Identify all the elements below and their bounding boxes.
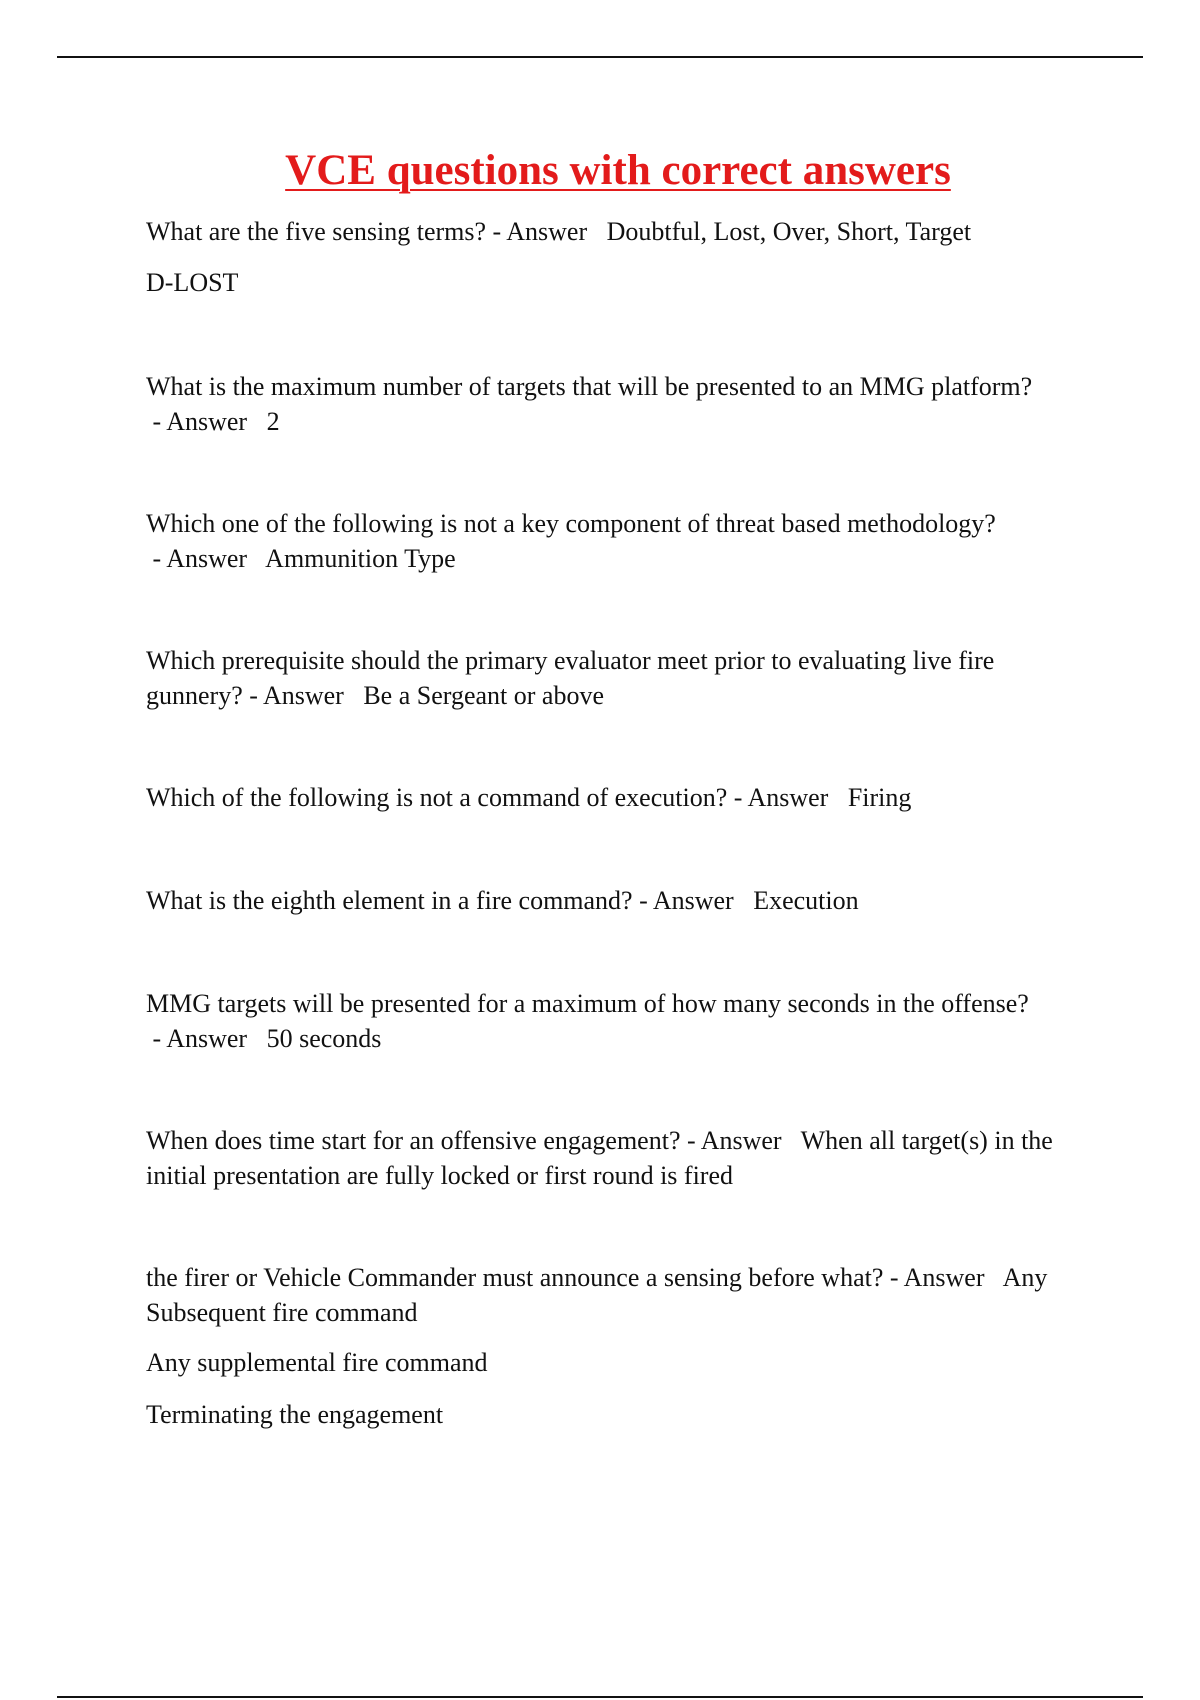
answer-separator: - Answer <box>146 1024 267 1053</box>
qa-item-5 <box>146 780 1096 815</box>
top-rule <box>57 56 1143 58</box>
answer-extra-line: D-LOST <box>146 268 239 297</box>
answer-extra-line: Terminating the engagement <box>146 1400 444 1429</box>
qa-item-2 <box>146 369 1096 439</box>
answer-text: Firing <box>847 783 912 812</box>
question-text: What are the five sensing terms? <box>146 217 487 246</box>
answer-separator: - Answer <box>883 1263 1003 1292</box>
answer-text: 2 <box>266 407 280 436</box>
question-text: Which prerequisite should the primary evaluator meet prior to evaluating live fire gunnery? <box>146 646 995 710</box>
qa-item-8 <box>146 1123 1096 1193</box>
answer-text: Ammunition Type <box>265 544 456 573</box>
bottom-rule <box>57 1696 1143 1698</box>
answer-separator: - Answer <box>242 681 364 710</box>
qa-item-3 <box>146 506 1096 576</box>
answer-separator: - Answer <box>146 407 267 436</box>
answer-text: Execution <box>753 886 859 915</box>
qa-item-6 <box>146 883 1096 918</box>
question-text: Which one of the following is not a key component of threat based methodology? <box>146 509 996 538</box>
question-text: What is the maximum number of targets that will be presented to an MMG platform? <box>146 372 1033 401</box>
answer-separator: - Answer <box>632 886 754 915</box>
question-text: Which of the following is not a command of execution? <box>146 783 728 812</box>
answer-separator: - Answer <box>727 783 848 812</box>
answer-text: Doubtful, Lost, Over, Short, Target <box>606 217 972 246</box>
qa-item-4 <box>146 643 1096 713</box>
qa-item-7 <box>146 986 1096 1056</box>
question-text: the firer or Vehicle Commander must announce a sensing before what? <box>146 1263 884 1292</box>
answer-text: Any Subsequent fire command <box>146 1263 1048 1327</box>
answer-extra-line: Any supplemental fire command <box>146 1348 488 1377</box>
answer-separator: - Answer <box>680 1126 801 1155</box>
answer-text: When all target(s) in the initial presentation are fully locked or first round is fired <box>146 1126 1053 1190</box>
answer-separator: - Answer <box>146 544 266 573</box>
question-text: What is the eighth element in a fire command? <box>146 886 633 915</box>
answer-text: 50 seconds <box>266 1024 382 1053</box>
question-text: When does time start for an offensive engagement? <box>146 1126 681 1155</box>
document-title: VCE questions with correct answers <box>285 147 951 194</box>
answer-text: Be a Sergeant or above <box>363 681 604 710</box>
question-text: MMG targets will be presented for a maximum of how many seconds in the offense? <box>146 989 1029 1018</box>
qa-item-9 <box>146 1260 1096 1330</box>
qa-item-1 <box>146 214 1096 249</box>
answer-separator: - Answer <box>486 217 607 246</box>
